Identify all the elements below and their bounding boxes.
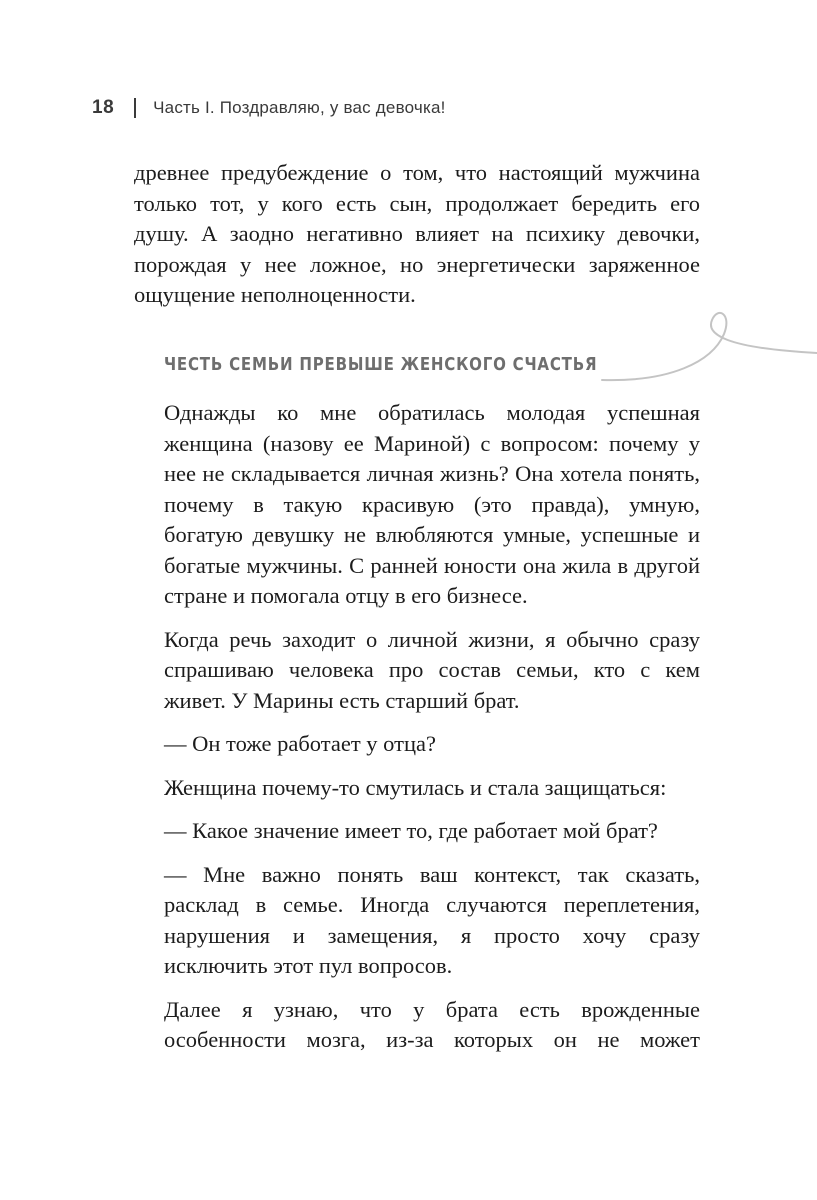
- page-number: 18: [92, 97, 115, 118]
- dialogue-line: — Мне важно понять ваш контекст, так сказать, расклад в семье. Иногда случаются переплетения, нарушения и замещения, я просто хочу сразу исключить этот пул вопросов.: [164, 861, 700, 978]
- body-paragraph: Далее я узнаю, что у брата есть врожденные особенности мозга, из-за которых он не может: [164, 996, 700, 1052]
- body-paragraph: Когда речь заходит о личной жизни, я обычно сразу спрашиваю человека про состав семьи, кто с кем живет. У Марины есть старший брат.: [164, 626, 700, 713]
- dialogue-line: — Он тоже работает у отца?: [164, 731, 436, 756]
- section-body: [164, 398, 700, 1069]
- header-divider: [134, 98, 136, 118]
- dialogue-line: — Какое значение имеет то, где работает мой брат?: [164, 818, 658, 843]
- part-title: Часть I. Поздравляю, у вас девочка!: [153, 98, 446, 117]
- body-paragraph: Женщина почему-то смутилась и стала защищаться:: [164, 774, 667, 800]
- running-head: [92, 94, 446, 122]
- decorative-swirl-line: [600, 306, 817, 396]
- body-paragraph: Однажды ко мне обратилась молодая успешная женщина (назову ее Мариной) с вопросом: почему у нее не складывается личная жизнь? Она хотела понять, почему в такую красивую (это правда), умную, богатую девушку не влюбляются умные, успешные и богатые мужчины. С ранней юности она жила в другой стране и помогала отцу в его бизнесе.: [164, 400, 700, 608]
- intro-paragraph: древнее предубеждение о том, что настоящий мужчина только тот, у кого есть сын, продолжает бередить его душу. А заодно негативно влияет на психику девочки, порождая у нее ложное, но энергетически заряженное ощущение неполноценности.: [134, 160, 700, 307]
- section-heading: ЧЕСТЬ СЕМЬИ ПРЕВЫШЕ ЖЕНСКОГО СЧАСТЬЯ: [164, 355, 598, 375]
